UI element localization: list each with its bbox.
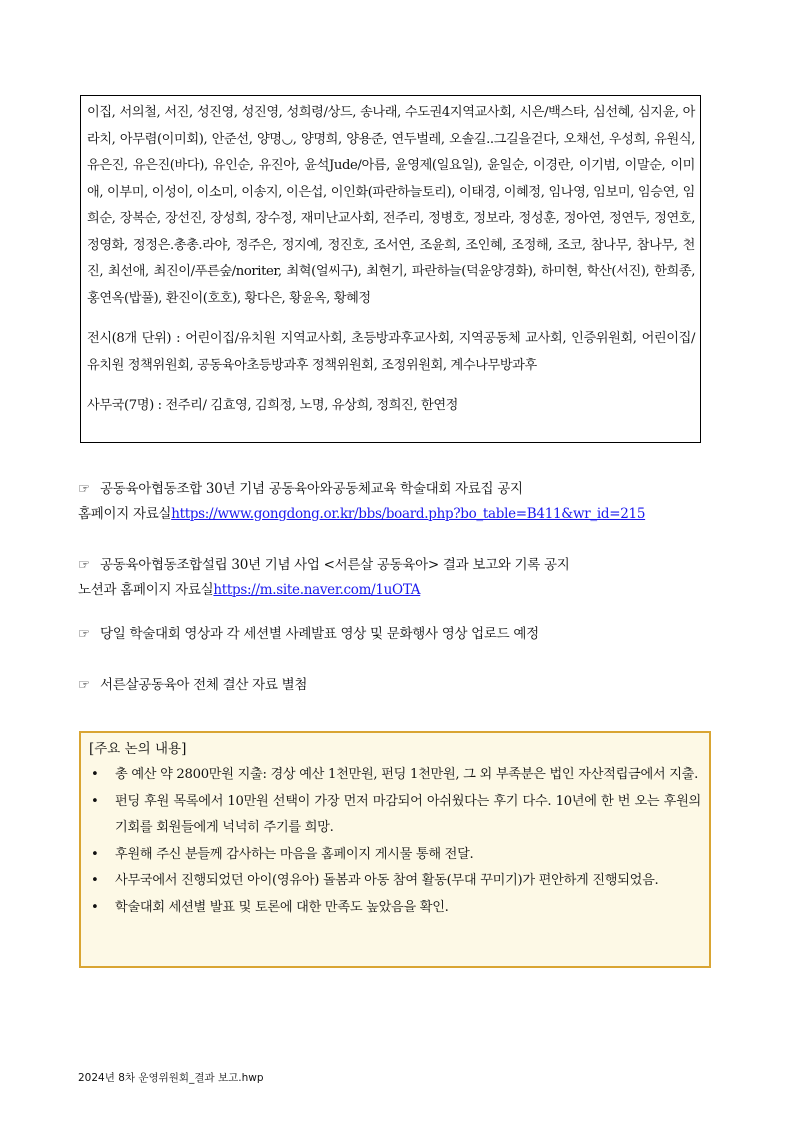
list-item: • 학술대회 세션별 발표 및 토론에 대한 만족도 높았음을 확인. [89,895,701,922]
list-item: • 후원해 주신 분들께 감사하는 마음을 홈페이지 게시물 통해 전달. [89,842,701,869]
footer-filename: 2024년 8차 운영위원회_결과 보고.hwp [78,1072,264,1084]
bullet-icon: • [91,793,99,809]
note-prefix: 홈페이지 자료실 [78,506,172,522]
note-text: 공동육아협동조합 30년 기념 공동육아와공동체교육 학술대회 자료집 공지 [100,481,523,497]
office-staff: 사무국(7명) : 전주리/ 김효영, 김희정, 노명, 유상희, 정희진, 한연정 [87,398,458,413]
bullet-icon: • [91,873,99,888]
note-prefix: 노션과 홈페이지 자료실 [78,582,214,598]
note-video [78,622,539,647]
participants-box [80,95,701,443]
list-item: • 사무국에서 진행되었던 아이(영유아) 돌봄과 아동 참여 활동(무대 꾸미기)가 편안하게 진행되었음. [89,868,701,895]
pointing-hand-icon: ☞ [78,557,90,573]
discussion-box [79,731,711,968]
pointing-hand-icon: ☞ [78,677,90,693]
list-item: • 펀딩 후원 목록에서 10만원 선택이 가장 먼저 마감되어 아쉬웠다는 후기 다수. 10년에 한 번 오는 후원의 기회를 회원들에게 넉넉히 주기를 희망. [89,789,701,842]
note-text: 서른살공동육아 전체 결산 자료 별첨 [100,677,308,693]
pointing-hand-icon: ☞ [78,481,90,497]
note-report [78,553,570,603]
participant-names: 이집, 서의철, 서진, 성진영, 성진영, 성희령/상드, 송나래, 수도권4지역교사회, 시은/백스타, 심선혜, 심지윤, 아라치, 아무렴(이미회), 안준선, 양명◡, 양명희, 양용준, 연두벌레, 오솔길..그길을걷다, 오채선, 우성희, 유원식, 유은진, 유은진(바다), 유인순, 유진아, 윤석Jude/아름, 윤영제(일요일), 윤일순, 이경란, 이기범, 이말순, 이미애, 이부미, 이성이, 이소미, 이송지, 이은섭, 이인화(파란하늘토리), 이태경, 이혜정, 임나영, 임보미, 임승연, 임희순, 장복순, 장선진, 장성희, 장수정, 재미난교사회, 전주리, 정병호, 정보라, 정성훈, 정아연, 정연두, 정연호, 정영화, 정정은.총총.라야, 정주은, 정지예, 정진호, 조서연, 조윤희, 조인혜, 조정해, 조코, 참나무, 참나무, 천진, 최선애, 최진이/푸른숲/noriter, 최혁(얼씨구), 최현기, 파란하늘(덕윤양경화), 하미현, 학산(서진), 한희종, 홍연옥(밥풀), 환진이(호호), 황다은, 황윤옥, 황혜정 [87,105,695,306]
proceedings-link[interactable]: https://www.gongdong.or.kr/bbs/board.php?bo_table=B411&wr_id=215 [171,506,646,522]
pointing-hand-icon: ☞ [78,626,90,642]
bullet-icon: • [91,899,99,915]
bullet-icon: • [91,846,99,862]
note-text: 공동육아협동조합설립 30년 기념 사업 <서른살 공동육아> 결과 보고와 기록 공지 [100,557,570,573]
note-settlement [78,673,307,698]
discussion-list [89,762,701,921]
note-text: 당일 학술대회 영상과 각 세션별 사례발표 영상 및 문화행사 영상 업로드 예정 [100,626,539,642]
list-item: • 총 예산 약 2800만원 지출: 경상 예산 1천만원, 펀딩 1천만원, 그 외 부족분은 법인 자산적립금에서 지출. [89,762,701,789]
exhibit-units: 전시(8개 단위) : 어린이집/유치원 지역교사회, 초등방과후교사회, 지역공동체 교사회, 인증위원회, 어린이집/유치원 정책위원회, 공동육아초등방과후 정책위원회, 조정위원회, 계수나무방과후 [87,331,695,373]
discussion-title: [주요 논의 내용] [89,741,187,757]
note-proceedings [78,477,645,527]
bullet-icon: • [91,767,99,782]
report-link[interactable]: https://m.site.naver.com/1uOTA [213,582,421,598]
